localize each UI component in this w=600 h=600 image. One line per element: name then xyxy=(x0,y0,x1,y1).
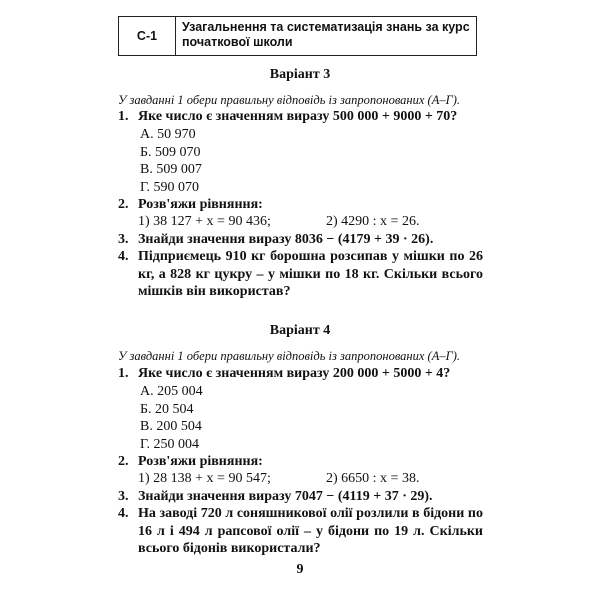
question-number: 2. xyxy=(118,454,129,469)
variant-4-question-3 xyxy=(118,488,483,506)
variant-4-question-1 xyxy=(118,365,483,383)
variant-4-equation-1: 1) 28 138 + x = 90 547; xyxy=(138,471,271,486)
question-number: 3. xyxy=(118,232,129,247)
question-number: 1. xyxy=(118,109,129,124)
variant-4-option-b: Б. 20 504 xyxy=(140,402,194,417)
question-text: Підприємець 910 кг борошна розсипав у мішки по 26 кг, а 828 кг цукру – у мішки по 18 кг. Скільки всього мішків він використав? xyxy=(138,249,483,299)
section-title xyxy=(176,17,476,55)
variant-3-question-3 xyxy=(118,231,483,249)
question-number: 2. xyxy=(118,197,129,212)
variant-3-question-2 xyxy=(118,196,483,214)
variant-3-question-1 xyxy=(118,108,483,126)
page-number: 9 xyxy=(296,562,304,577)
question-text: Розв'яжи рівняння: xyxy=(138,197,263,212)
question-number: 4. xyxy=(118,506,129,521)
question-number: 1. xyxy=(118,366,129,381)
variant-3-option-a: А. 50 970 xyxy=(140,127,196,142)
section-title-line2: початкової школи xyxy=(182,35,293,49)
question-text: Яке число є значенням виразу 200 000 + 5000 + 4? xyxy=(138,366,451,381)
question-number: 4. xyxy=(118,249,129,264)
variant-3-option-b: Б. 509 070 xyxy=(140,145,201,160)
variant-4-instruction: У завданні 1 обери правильну відповідь із запропонованих (А–Г). xyxy=(118,349,461,363)
variant-4-question-2 xyxy=(118,453,483,471)
section-code: С-1 xyxy=(119,17,176,55)
variant-4-question-4 xyxy=(118,505,483,558)
variant-4-option-d: Г. 250 004 xyxy=(140,437,200,452)
variant-3-option-d: Г. 590 070 xyxy=(140,180,200,195)
question-text: Розв'яжи рівняння: xyxy=(138,454,263,469)
variant-4-equation-2: 2) 6650 : x = 38. xyxy=(326,471,420,486)
question-text: Яке число є значенням виразу 500 000 + 9000 + 70? xyxy=(138,109,458,124)
variant-3-question-4 xyxy=(118,248,483,301)
variant-3-title: Варіант 3 xyxy=(269,67,331,82)
question-text: Знайди значення виразу 8036 − (4179 + 39 · 26). xyxy=(138,232,434,247)
variant-4-option-a: А. 205 004 xyxy=(140,384,203,399)
question-number: 3. xyxy=(118,489,129,504)
section-title-line1: Узагальнення та систематизація знань за курс xyxy=(182,20,470,34)
question-text: На заводі 720 л соняшникової олії розлили в бідони по 16 л і 494 л рапсової олії – у бідони по 19 л. Скільки всього бідонів використали? xyxy=(138,506,483,556)
variant-3-equation-1: 1) 38 127 + x = 90 436; xyxy=(138,214,271,229)
variant-3-equation-2: 2) 4290 : x = 26. xyxy=(326,214,420,229)
section-header xyxy=(118,16,477,56)
question-text: Знайди значення виразу 7047 − (4119 + 37 · 29). xyxy=(138,489,433,504)
variant-4-option-c: В. 200 504 xyxy=(140,419,202,434)
variant-3-option-c: В. 509 007 xyxy=(140,162,202,177)
variant-4-title: Варіант 4 xyxy=(269,323,331,338)
variant-3-instruction: У завданні 1 обери правильну відповідь із запропонованих (А–Г). xyxy=(118,93,461,107)
